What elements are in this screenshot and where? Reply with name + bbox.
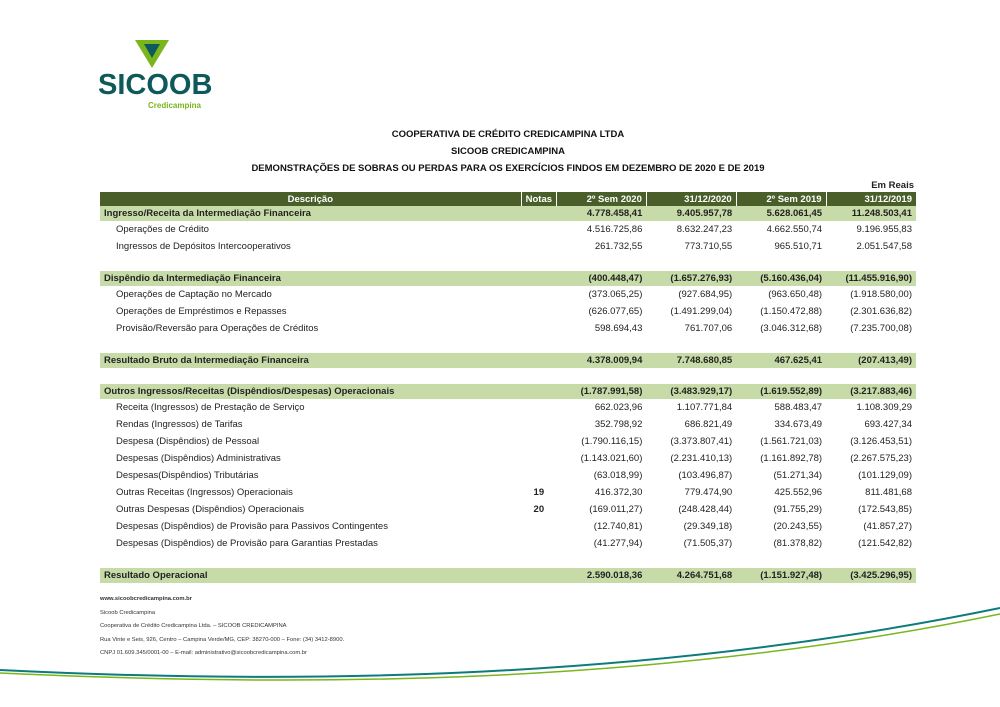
cell-value: 693.427,34	[864, 419, 912, 430]
table-row	[100, 320, 916, 337]
cell-value: 4.264.751,68	[646, 568, 736, 583]
cell-value: (11.455.916,90)	[826, 271, 916, 286]
col-header-notas: Notas	[521, 192, 556, 206]
table-header-row	[100, 192, 916, 206]
cell-value: (1.790.116,15)	[581, 436, 643, 447]
cell-value: (121.542,82)	[858, 538, 912, 549]
row-label: Operações de Captação no Mercado	[116, 289, 272, 300]
table-row	[100, 303, 916, 320]
cell-value: (3.217.883,46)	[826, 384, 916, 399]
cell-value: (20.243,55)	[773, 521, 823, 532]
cell-value: (1.150.472,88)	[760, 306, 823, 317]
cell-value: 9.405.957,78	[646, 206, 736, 221]
col-header-31122020: 31/12/2020	[646, 192, 736, 206]
cell-value: (1.619.552,89)	[736, 384, 826, 399]
cell-value: 5.628.061,45	[736, 206, 826, 221]
table-row	[100, 433, 916, 450]
cell-value: (41.277,94)	[593, 538, 643, 549]
cell-value: 965.510,71	[774, 241, 823, 252]
cell-value: 1.108.309,29	[856, 402, 912, 413]
report-title-line3: DEMONSTRAÇÕES DE SOBRAS OU PERDAS PARA OS EXERCÍCIOS FINDOS EM DEZEMBRO DE 2020 E DE 2019	[251, 163, 765, 174]
col-header-descricao: Descrição	[100, 192, 521, 206]
table-row	[100, 518, 916, 535]
col-header-2sem2020: 2º Sem 2020	[557, 192, 647, 206]
spacer-row	[100, 552, 916, 568]
cell-value: (3.046.312,68)	[760, 323, 823, 334]
row-label: Operações de Crédito	[116, 224, 209, 235]
table-row	[100, 450, 916, 467]
table-row	[100, 206, 916, 221]
cell-value: (2.267.575,23)	[850, 453, 912, 464]
cell-value: (3.425.296,95)	[826, 568, 916, 583]
cell-value: (172.543,85)	[858, 504, 912, 515]
cell-value: 425.552,96	[774, 487, 823, 498]
row-label: Outros Ingressos/Receitas (Dispêndios/Despesas) Operacionais	[100, 384, 521, 399]
table-row	[100, 353, 916, 368]
cell-value: (81.378,82)	[773, 538, 823, 549]
row-label: Despesa (Dispêndios) de Pessoal	[116, 436, 260, 447]
cell-value: (63.018,99)	[593, 470, 643, 481]
table-row	[100, 535, 916, 552]
row-label: Resultado Bruto da Intermediação Financeira	[100, 353, 521, 368]
cell-value: 686.821,49	[684, 419, 733, 430]
row-label: Ingressos de Depósitos Intercooperativos	[116, 241, 291, 252]
row-label: Operações de Empréstimos e Repasses	[116, 306, 287, 317]
row-label: Rendas (Ingressos) de Tarifas	[116, 419, 243, 430]
cell-value: (626.077,65)	[588, 306, 643, 317]
row-label: Despesas (Dispêndios) de Provisão para Passivos Contingentes	[116, 521, 388, 532]
cell-value: (29.349,18)	[683, 521, 733, 532]
cell-value: 779.474,90	[684, 487, 733, 498]
table-row	[100, 384, 916, 399]
cell-value: 4.778.458,41	[557, 206, 647, 221]
cell-value: (207.413,49)	[826, 353, 916, 368]
note-ref: 19	[533, 487, 545, 498]
sicoob-triangle-icon	[135, 40, 169, 70]
row-label: Ingresso/Receita da Intermediação Financeira	[100, 206, 521, 221]
table-row	[100, 416, 916, 433]
cell-value: (927.684,95)	[678, 289, 733, 300]
table-row	[100, 484, 916, 501]
cell-value: (3.483.929,17)	[646, 384, 736, 399]
row-label: Receita (Ingressos) de Prestação de Serviço	[116, 402, 305, 413]
row-label: Despesas (Dispêndios) Administrativas	[116, 453, 281, 464]
spacer-row	[100, 337, 916, 353]
cell-value: (2.301.636,82)	[850, 306, 912, 317]
spacer-row	[100, 368, 916, 384]
cell-value: (41.857,27)	[863, 521, 912, 532]
cell-value: (3.373.807,41)	[670, 436, 733, 447]
row-label: Despesas (Dispêndios) de Provisão para Garantias Prestadas	[116, 538, 378, 549]
report-title-line2: SICOOB CREDICAMPINA	[450, 146, 565, 157]
cell-value: 662.023,96	[594, 402, 643, 413]
footer-website-link[interactable]: www.sicoobcredicampina.com.br	[100, 596, 192, 602]
footer-line3: Rua Vinte e Seis, 926, Centro – Campina Verde/MG, CEP: 38270-000 – Fone: (34) 3412-8900.	[100, 636, 345, 643]
cell-value: (1.161.892,78)	[760, 453, 823, 464]
row-label: Outras Despesas (Dispêndios) Operacionais	[116, 504, 304, 515]
logo-wordmark: SICOOB	[98, 69, 213, 101]
footer-line4: CNPJ 01.609.345/0001-00 – E-mail: administrativo@sicoobcredicampina.com.br	[100, 650, 307, 656]
cell-value: (51.271,34)	[773, 470, 823, 481]
cell-value: 2.590.018,36	[557, 568, 647, 583]
cell-value: (1.657.276,93)	[646, 271, 736, 286]
table-row	[100, 238, 916, 255]
row-label: Outras Receitas (Ingressos) Operacionais	[116, 487, 293, 498]
col-header-2sem2019: 2º Sem 2019	[736, 192, 826, 206]
spacer-row	[100, 255, 916, 271]
cell-value: (1.143.021,60)	[580, 453, 643, 464]
footer-line2: Cooperativa de Crédito Credicampina Ltda. – SICOOB CREDICAMPINA	[100, 623, 287, 629]
table-row	[100, 501, 916, 518]
logo-subtitle: Credicampina	[148, 101, 201, 110]
report-title-line1: COOPERATIVA DE CRÉDITO CREDICAMPINA LTDA	[391, 129, 625, 140]
cell-value: 7.748.680,85	[646, 353, 736, 368]
cell-value: 8.632.247,23	[676, 224, 733, 235]
cell-value: 598.694,43	[594, 323, 643, 334]
cell-value: (5.160.436,04)	[736, 271, 826, 286]
cell-value: 2.051.547,58	[856, 241, 912, 252]
table-row	[100, 568, 916, 583]
cell-value: (3.126.453,51)	[850, 436, 912, 447]
cell-value: (248.428,44)	[678, 504, 733, 515]
cell-value: 1.107.771,84	[676, 402, 733, 413]
row-label: Resultado Operacional	[100, 568, 521, 583]
table-row	[100, 271, 916, 286]
cell-value: 4.378.009,94	[557, 353, 647, 368]
cell-value: 4.516.725,86	[586, 224, 643, 235]
cell-value: (1.561.721,03)	[760, 436, 823, 447]
cell-value: 9.196.955,83	[856, 224, 912, 235]
note-ref: 20	[533, 504, 545, 515]
cell-value: 11.248.503,41	[826, 206, 916, 221]
cell-value: (7.235.700,08)	[850, 323, 912, 334]
cell-value: (169.011,27)	[589, 504, 643, 515]
cell-value: (91.755,29)	[773, 504, 823, 515]
cell-value: 773.710,55	[684, 241, 733, 252]
cell-value: (2.231.410,13)	[670, 453, 733, 464]
col-header-31122019: 31/12/2019	[826, 192, 916, 206]
cell-value: (103.496,87)	[678, 470, 733, 481]
row-label: Provisão/Reversão para Operações de Créditos	[116, 323, 319, 334]
cell-value: (101.129,09)	[858, 470, 912, 481]
cell-value: 811.481,68	[865, 487, 912, 498]
table-row	[100, 467, 916, 484]
cell-value: (1.918.580,00)	[850, 289, 912, 300]
cell-value: 588.483,47	[774, 402, 823, 413]
cell-value: 261.732,55	[594, 241, 643, 252]
cell-value: 334.673,49	[774, 419, 823, 430]
cell-value: 416.372,30	[594, 487, 643, 498]
row-label: Despesas(Dispêndios) Tributárias	[116, 470, 259, 481]
cell-value: 4.662.550,74	[766, 224, 823, 235]
cell-value: (400.448,47)	[557, 271, 647, 286]
table-row	[100, 286, 916, 303]
cell-value: 761.707,06	[684, 323, 733, 334]
cell-value: (1.787.991,58)	[557, 384, 647, 399]
footer-line1: Sicoob Credicampina	[100, 609, 156, 616]
cell-value: (12.740,81)	[593, 521, 643, 532]
table-row	[100, 399, 916, 416]
cell-value: 352.798,92	[594, 419, 643, 430]
cell-value: (1.491.299,04)	[670, 306, 733, 317]
financial-statement-table	[100, 192, 916, 583]
cell-value: (1.151.927,48)	[736, 568, 826, 583]
cell-value: (71.505,37)	[683, 538, 733, 549]
decorative-swoosh	[0, 600, 1000, 707]
cell-value: (373.065,25)	[588, 289, 643, 300]
currency-unit: Em Reais	[871, 180, 914, 191]
sicoob-logo	[98, 40, 213, 110]
cell-value: 467.625,41	[736, 353, 826, 368]
table-row	[100, 221, 916, 238]
cell-value: (963.650,48)	[768, 289, 823, 300]
row-label: Dispêndio da Intermediação Financeira	[100, 271, 521, 286]
